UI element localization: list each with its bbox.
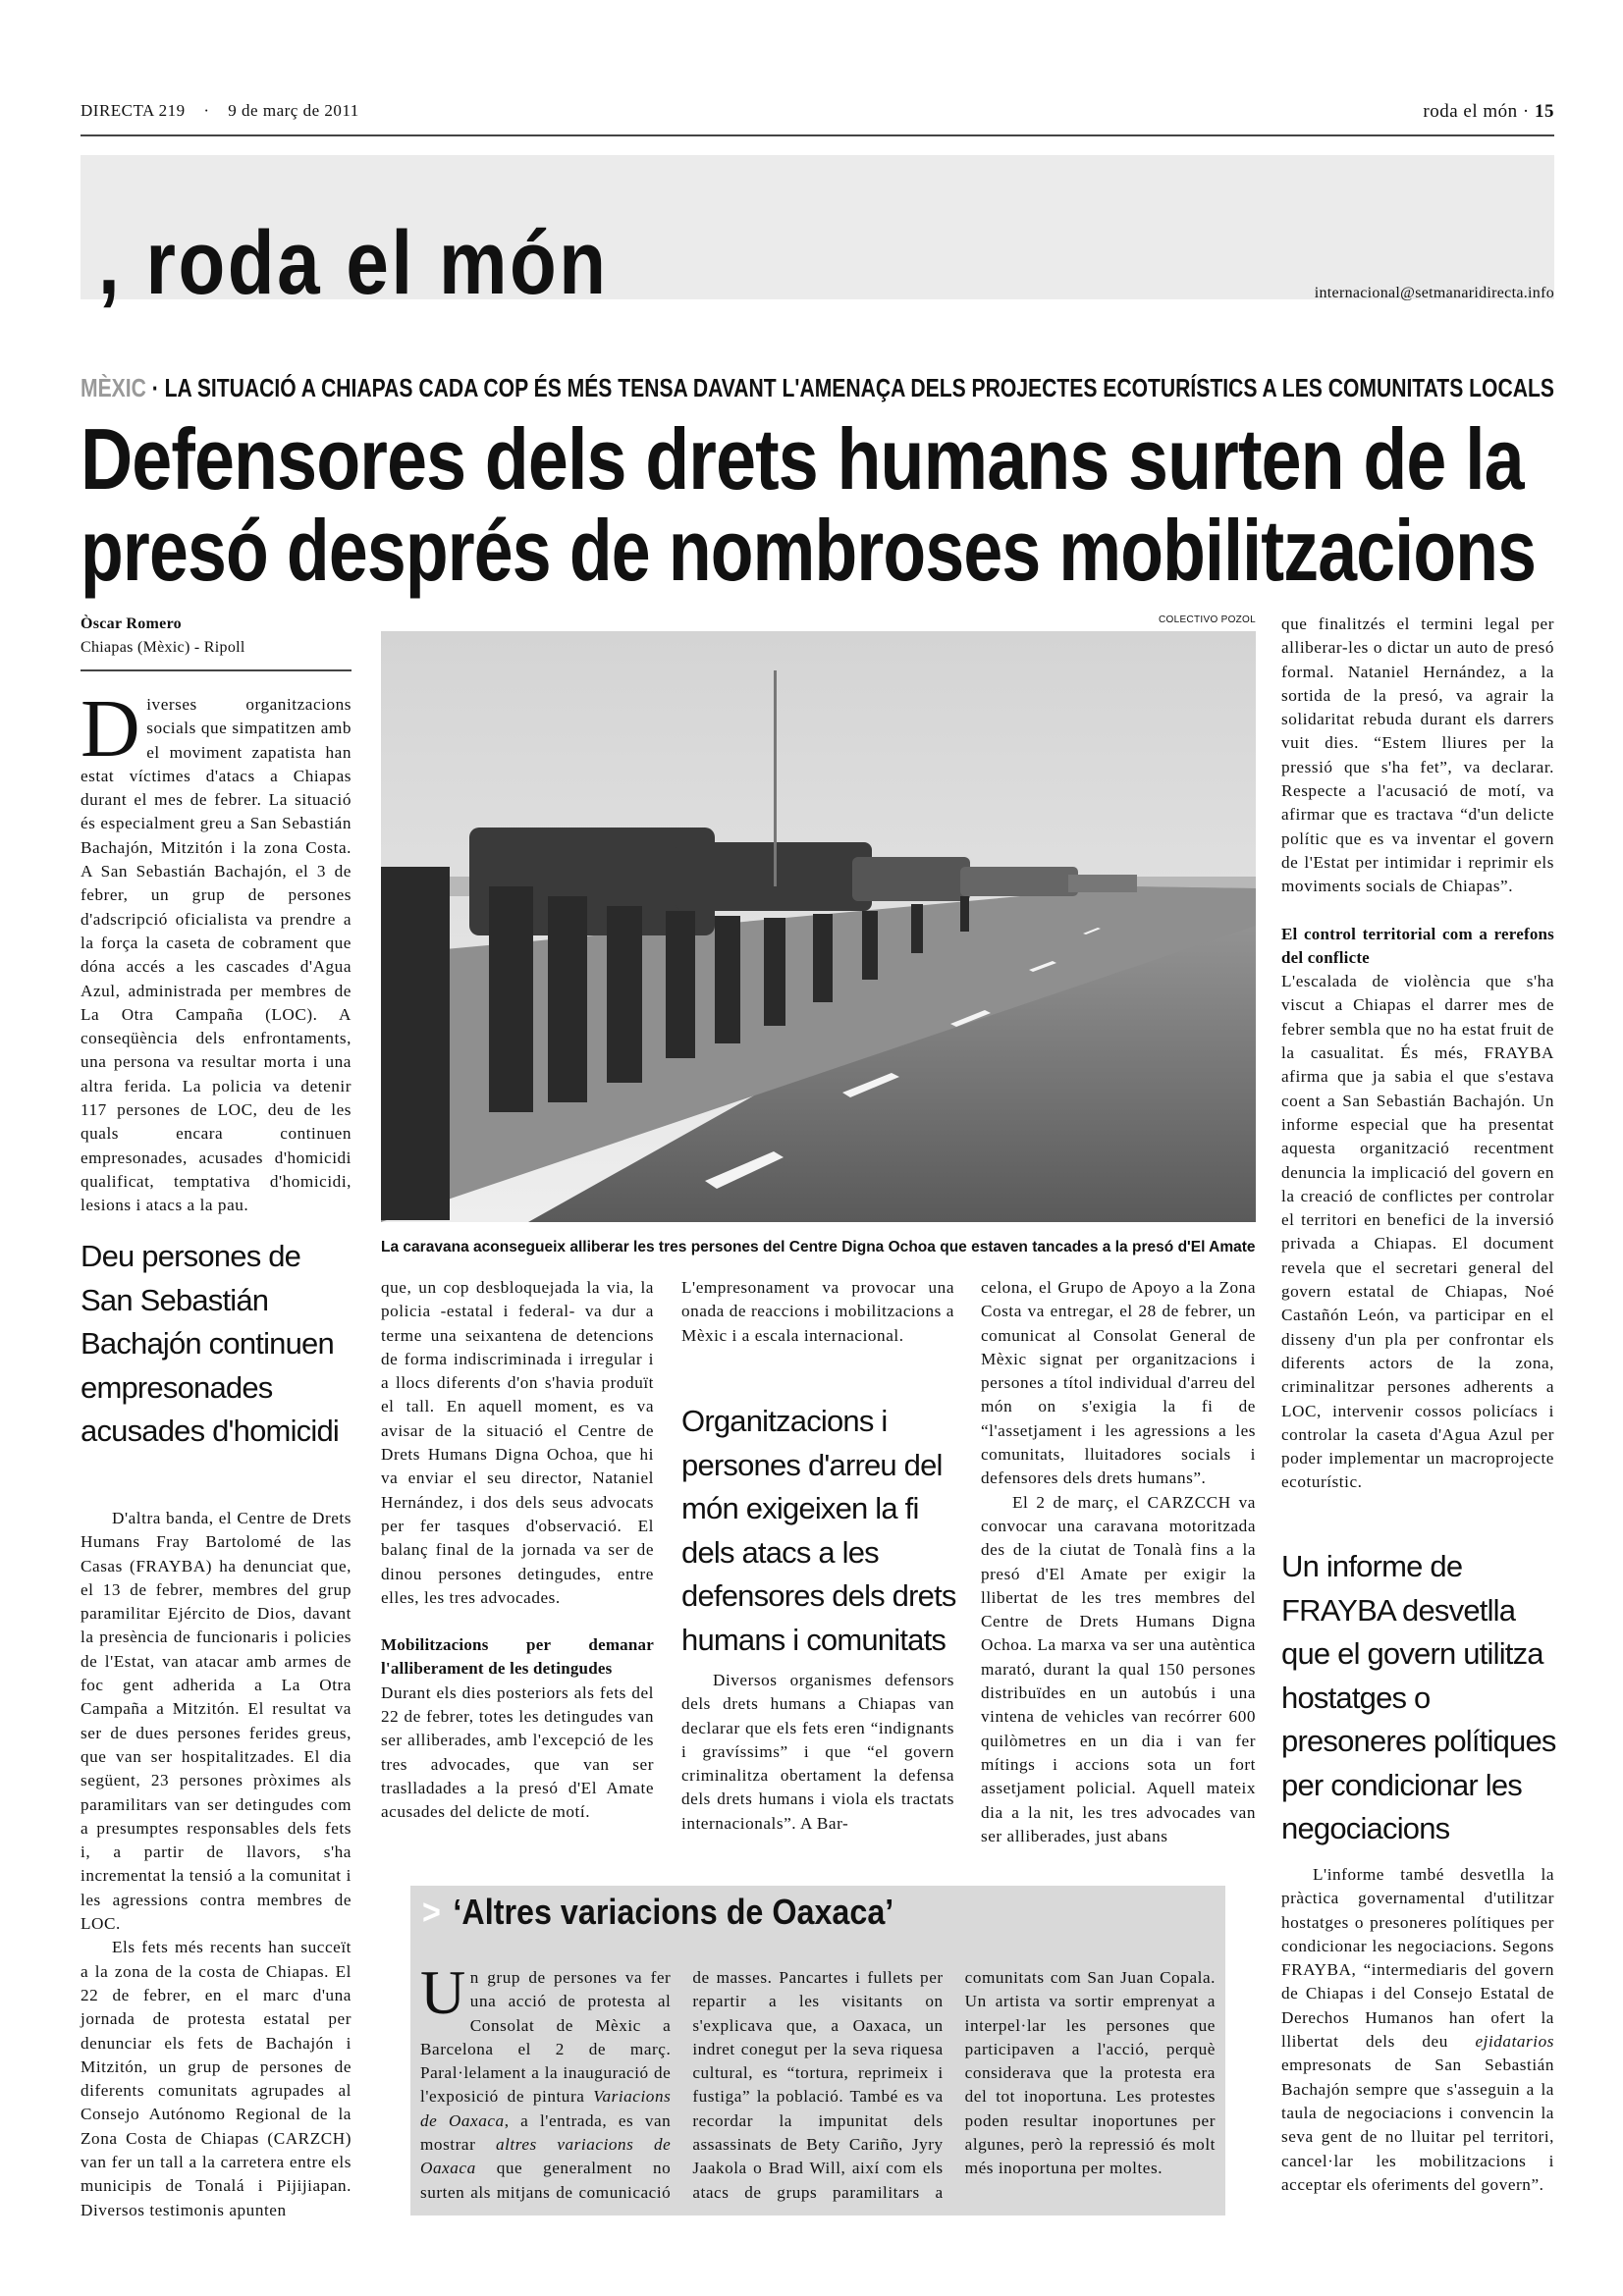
italic-title: altres variacions de Oaxaca (420, 2135, 672, 2178)
paragraph: Diversos organismes defensors dels drets humans a Chiapas van declarar que els fets eren “indignants i gravíssims” i que “el govern criminalitza obertament la defensa dels drets humans i viola els tractats internacionals”. A Bar- (681, 1671, 954, 1833)
column-3-bottom (681, 1669, 954, 1836)
page-number: 15 (1535, 101, 1554, 122)
section-email[interactable]: internacional@setmanaridirecta.info (1314, 285, 1554, 301)
section-title: , roda el món (98, 213, 609, 313)
drop-cap: D (81, 683, 141, 774)
separator: · (145, 373, 165, 402)
paragraph: celona, el Grupo de Apoyo a la Zona Costa va entregar, el 28 de febrer, un comunicat al Consolat General de Mèxic signat per organitzacions i persones a títol individual d'arreu del món on s'exigia la fi de “l'assetjament i les agressions a les comunitats, lluitadores socials i defensores dels drets humans”. (981, 1278, 1256, 1488)
issue-info (81, 101, 359, 121)
author: Òscar Romero (81, 615, 182, 632)
paragraph: iverses organitzacions socials que simpatitzen amb el moviment zapatista han estat víctimes d'atacs a Chiapas durant el mes de febrer. La situació és especialment greu a San Sebastián Bachajón, Mitzitón i la zona Costa. A San Sebastián Bachajón, el 3 de febrer, un grup de persones d'adscripció oficialista va prendre a la força la caseta de cobrament que dóna accés a les cascades d'Agua Azul, administrada per membres de La Otra Campaña (LOC). A conseqüència dels enfrontaments, una persona va resultar morta i una altra ferida. La policia va detenir 117 persones de LOC, deu de les quals encara continuen empresonades, acusades d'homicidi qualificat, temptativa d'homicidi, lesions i atacs a la pau. (81, 695, 352, 1215)
separator: · (1522, 101, 1530, 122)
text: n grup de persones va fer una acció de protesta al Consolat de Mèxic a Barcelona el 2 de març. Paral·lelament a la inauguració de l'exposició de pintura (420, 1968, 672, 2107)
sidebar-box (410, 1886, 1225, 2216)
paragraph: L'empresonament va provocar una onada de reaccions i mobilitzacions a Mèxic i a escala internacional. (681, 1278, 954, 1345)
paragraph: que finalitzés el termini legal per alliberar-les o dictar un auto de presó formal. Nataniel Hernández, a la sortida de la presó, va agrair la solidaritat rebuda durant els darrers vuit dies. “Estem lliures per la pressió que s'ha fet”, va declarar. Respecte a l'acusació de motí, va afirmar que es tractava “d'un delicte polític que es va inventar el govern de l'Estat per intimidar i reprimir els moviments socials de Chiapas”. (1281, 614, 1554, 896)
paragraph: Durant els dies posteriors als fets del 22 de febrer, totes les detingudes van ser alliberades, amb l'excepció de les tres advocades, que van ser traslladades a la presó d'El Amate acusades del delicte de motí. (381, 1682, 654, 1822)
caravan-photo-image (381, 631, 1256, 1222)
headline-line-2: presó després de nombroses mobilitzacions (81, 502, 1537, 599)
paragraph: L'escalada de violència que s'ha viscut a Chiapas el darrer mes de febrer sembla que no ha estat fruit de la casualitat. És més, FRAYBA afirma que ja sabia el que s'estava coent a San Sebastián Bachajón. Un informe especial que ha presentat aquesta organització recentment denuncia la implicació del govern en la creació de conflictes per controlar el territori en benefici de la inversió privada a Chiapas. El document revela que el secretari general del govern estatal de Chiapas, Noé Castañón León, va participar en el disseny d'un pla per confrontar els diferents actors de la zona, criminalitzar persones adherents a LOC, intervenir cossos policíacs i controlar la caseta d'Agua Azul per poder implementar un macroprojecte ecoturístic. (1281, 972, 1554, 1492)
column-5-bottom (1281, 1863, 1554, 2197)
dateline: Chiapas (Mèxic) - Ripoll (81, 639, 245, 656)
subheading: Un informe de FRAYBA desvetlla que el govern utilitza hostatges o presoneres polítiques per condicionar les negociacions (1281, 1549, 1556, 1845)
issue-date: 9 de març de 2011 (228, 101, 359, 120)
italic-term: ejidatarios (1475, 2032, 1554, 2052)
column-1-bottom (81, 1507, 352, 2222)
page-section (1423, 101, 1554, 123)
italic-title: Variacions de Oaxaca (420, 2087, 672, 2130)
separator: · (203, 101, 210, 120)
text: , a l'entrada, es van mostrar (420, 2110, 672, 2155)
paragraph (1281, 1863, 1554, 2197)
box-title-text: ‘Altres variacions de Oaxaca’ (453, 1892, 894, 1932)
paragraph: El 2 de març, el CARZCCH va convocar una caravana motoritzada des de la ciutat de Tonalà fins a la presó d'El Amate per exigir la llibertat de les tres membres del Centre de Drets Humans Digna Ochoa. La marxa va ser una autèntica marató, durant la qual 150 persones distribuïdes en un autobús i una vintena de vehicles van recórrer 600 quilòmetres en un dia i van fer mítings i accions sota un fort assetjament policial. Aquell mateix dia a la nit, les tres advocades van ser alliberades, just abans (981, 1492, 1256, 1845)
column-3 (681, 1276, 954, 1348)
byline (81, 613, 352, 671)
text: L'informe també desvetlla la pràctica governamental d'utilitzar hostatges o presoneres polítiques per condicionar les negociacions. Segons FRAYBA, “intermediaris del govern de Chiapas i del Consejo Estatal de Derechos Humanos han ofert la llibertat dels deu (1281, 1865, 1554, 2052)
kicker-text: LA SITUACIÓ A CHIAPAS CADA COP ÉS MÉS TENSA DAVANT L'AMENAÇA DELS PROJECTES ECOTURÍSTICS A LES COMUNITATS LOCALS (164, 373, 1554, 402)
photo-caption: La caravana aconsegueix alliberar les tres persones del Centre Digna Ochoa que estaven tancades a la presó d'El Amate (381, 1239, 1256, 1255)
section-name: roda el món (1423, 101, 1518, 122)
paragraph: Els fets més recents han succeït a la zona de la costa de Chiapas. El 22 de febrer, en el marc d'una jornada de protesta estatal per denunciar els fets de Bachajón i Mitzitón, un grup de persones de diferents comunitats agrupades al Consejo Autónomo Regional de la Zona Costa de Chiapas (CARZCH) van fer un tall a la carretera entre els municipis de Tonalá i Pijijiapan. Diversos testimonis apunten (81, 1938, 352, 2219)
chevron-right-icon: > (422, 1892, 441, 1932)
drop-cap: U (420, 1957, 466, 2027)
column-1-top (81, 683, 352, 1218)
box-title (422, 1892, 893, 1933)
text: empresonats de San Sebastián Bachajón sempre que s'asseguin a la taula de negociacions i convencin la seva gent de no lluitar pel territori, cancel·lar les mobilitzacions i acceptar els oferiments del govern”. (1281, 2056, 1554, 2194)
article-photo (381, 631, 1256, 1222)
paragraph: que, un cop desbloquejada la via, la policia -estatal i federal- va dur a terme una seixantena de detencions de forma indiscriminada i irregular i a llocs diferents d'on s'havia produït el tall. En aquell moment, es va avisar de la situació el Centre de Drets Humans Digna Ochoa, que hi va enviar el seu director, Nataniel Hernández, i dos dels seus advocats per fer tasques d'observació. El balanç final de la jornada va ser de dinou persones detingudes, entre elles, les tres advocades. (381, 1278, 654, 1607)
headline-line-1: Defensores dels drets humans surten de la (81, 410, 1524, 507)
subheading: El control territorial com a rerefons del conflicte (1281, 924, 1554, 967)
text: que generalment no surten als mitjans de comunicació de masses. Pancartes i fullets per repartir a les visitants on s'explicava que, a Oaxaca, un indret conegut per la seva riquesa cultural, es “tortura, reprimeix i fustiga” la població. També es va recordar la impunitat dels assassinats de Bety Cariño, Jyry Jaakola o Brad Will, així com els atacs de grups paramilitars a comunitats com San Juan Copala. Un artista va sortir emprenyat a interpel·lar les persones que participaven a l'acció, perquè considerava que la protesta era del tot inoportuna. Les protestes poden resultar inoportunes per algunes, però la repressió és molt més inoportuna per moltes. (420, 1968, 1216, 2202)
kicker (81, 373, 1554, 403)
subheading: Mobilitzacions per demanar l'alliberament de les detingudes (381, 1635, 654, 1679)
box-body (420, 1957, 1216, 2205)
column-4 (981, 1276, 1256, 1848)
subheading: Organitzacions i persones d'arreu del món exigeixen la fi dels atacs a les defensores dels drets humans i comunitats (681, 1404, 956, 1657)
column-5 (1281, 613, 1554, 1495)
photo-credit: COLECTIVO POZOL (1159, 614, 1256, 625)
subheading: Deu persones de San Sebastián Bachajón continuen empresonades acusades d'homicidi (81, 1239, 339, 1448)
publication-name: DIRECTA 219 (81, 101, 186, 120)
kicker-country: MÈXIC (81, 373, 146, 402)
column-2 (381, 1276, 654, 1825)
paragraph: D'altra banda, el Centre de Drets Humans Fray Bartolomé de las Casas (FRAYBA) ha denunciat que, el 13 de febrer, membres del grup paramilitar Ejército de Dios, davant la presència de funcionaris i policies de l'Estat, van atacar amb armes de foc gent adherida a La Otra Campaña a Mitzitón. El resultat va ser de dues persones ferides greus, que van ser hospitalitzades. El dia següent, 23 persones pròximes als paramilitars van ser detingudes com a presumptes responsables dels fets i, a partir de llavors, s'ha incrementat la tensió a la comunitat i les agressions contra membres de LOC. (81, 1509, 352, 1934)
header-rule (81, 134, 1554, 136)
